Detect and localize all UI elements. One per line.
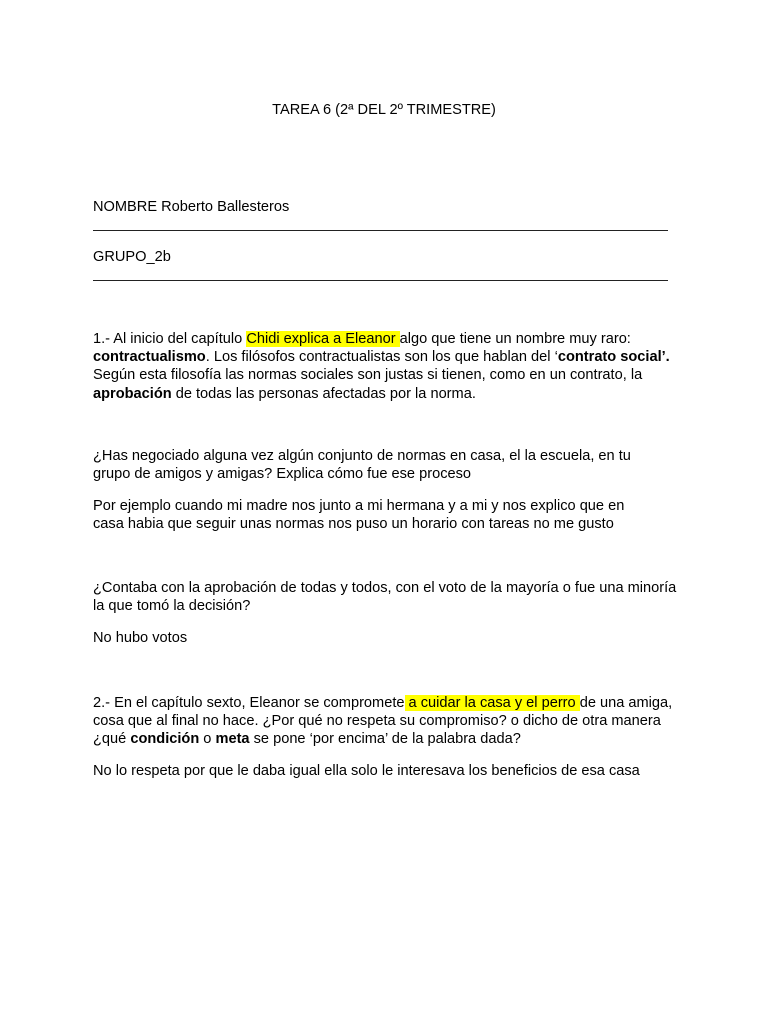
question-2-text: se pone ‘por encima’ de la palabra dada? <box>249 731 521 748</box>
question-2-text: 2.- En el capítulo sexto, Eleanor se compromete <box>93 695 405 711</box>
answer-1b: No hubo votos <box>93 630 188 646</box>
question-2 <box>93 694 683 749</box>
question-2-line-3 <box>93 730 683 748</box>
group-field: GRUPO_2b <box>93 249 171 265</box>
question-1a: ¿Has negociado alguna vez algún conjunto de normas en casa, el la escuela, en tu grupo de amigos y amigas? Explica cómo fue ese proceso <box>93 448 631 483</box>
bold-term-contrato-social: contrato social’. <box>557 349 670 366</box>
document-title: TAREA 6 (2ª DEL 2º TRIMESTRE) <box>272 102 496 118</box>
bold-term-meta: meta <box>215 731 250 748</box>
question-1-text: 1.- Al inicio del capítulo <box>93 331 247 347</box>
bold-term-condicion: condición <box>130 731 200 748</box>
question-1-line-3: Según esta filosofía las normas sociales son justas si tienen, como en un contrato, la <box>93 367 643 384</box>
question-2-text: ¿qué <box>93 731 131 748</box>
bold-term-aprobacion: aprobación <box>93 385 172 402</box>
question-2-line-1 <box>93 694 683 712</box>
name-field: NOMBRE Roberto Ballesteros <box>93 199 290 215</box>
highlighted-text: Chidi explica a Eleanor <box>246 331 400 347</box>
answer-1a: Por ejemplo cuando mi madre nos junto a mi hermana y a mi y nos explico que en casa habia que seguir unas normas nos puso un horario con tareas no me gusto <box>93 498 625 533</box>
question-1 <box>93 330 683 403</box>
answer-2: No lo respeta por que le daba igual ella solo le interesava los beneficios de esa casa <box>93 763 640 779</box>
question-1-text: . Los filósofos contractualistas son los que hablan del ‘ <box>205 349 558 366</box>
question-1-line-4 <box>93 385 683 403</box>
group-underline <box>93 280 668 281</box>
question-1-line-1 <box>93 330 683 348</box>
highlighted-text: a cuidar la casa y el perro <box>404 695 580 711</box>
name-underline <box>93 230 668 231</box>
bold-term-contractualismo: contractualismo <box>93 349 206 366</box>
question-2-line-2: cosa que al final no hace. ¿Por qué no respeta su compromiso? o dicho de otra manera <box>93 713 661 730</box>
question-2-text: de una amiga, <box>579 695 673 711</box>
question-1-text: algo que tiene un nombre muy raro: <box>399 331 631 347</box>
question-2-text: o <box>199 731 216 748</box>
question-1b: ¿Contaba con la aprobación de todas y todos, con el voto de la mayoría o fue una minoría la que tomó la decisión? <box>93 580 677 615</box>
question-1-text: de todas las personas afectadas por la norma. <box>171 385 476 402</box>
question-1-line-2 <box>93 348 683 366</box>
